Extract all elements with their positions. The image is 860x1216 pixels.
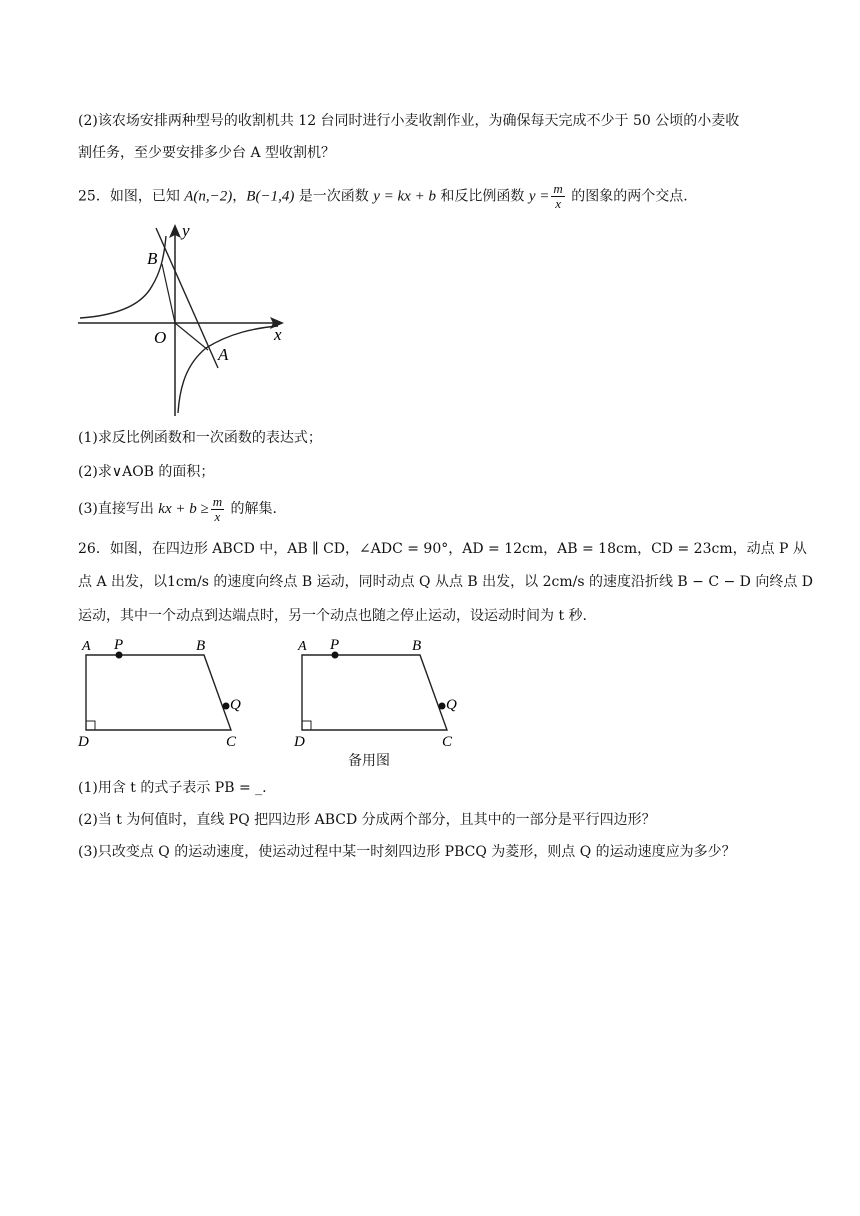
q25-sub2: (2)求∨AOB 的面积；: [78, 464, 215, 480]
q25-sub3-prefix: (3)直接写出: [78, 501, 159, 517]
label-o: O: [154, 328, 167, 347]
q25-sub3-frac-num: m: [212, 493, 223, 509]
q26-line3: 运动，其中一个动点到达端点时，另一个动点也随之停止运动，设运动时间为 t 秒.: [78, 608, 587, 624]
q25-stem-prefix: 25．如图，已知: [78, 188, 185, 205]
q26-sub2: (2)当 t 为何值时，直线 PQ 把四边形 ABCD 分成两个部分，且其中的一部分是平行四边形？: [78, 812, 656, 828]
linear-function-line: [156, 228, 218, 368]
q25-sub3-inequality: kx + b ≥: [158, 501, 209, 517]
q25-point-a: A(n,−2): [184, 188, 233, 205]
label-p: P: [330, 637, 340, 653]
q25-sub3-fraction: [211, 495, 224, 524]
q24-part2-line2: 割任务，至少要安排多少台 A 型收割机？: [78, 145, 336, 161]
label-q: Q: [446, 697, 457, 713]
q26-backup-figure: [292, 636, 472, 748]
q25-inverse-fraction: [551, 182, 564, 211]
right-angle-marker: [302, 721, 311, 730]
q25-stem-end: 的图象的两个交点.: [566, 188, 688, 205]
label-c: C: [442, 734, 453, 748]
label-q: Q: [230, 697, 241, 713]
label-b: B: [147, 249, 158, 268]
q25-function-graph: [70, 218, 300, 420]
label-a: A: [82, 639, 91, 654]
q25-stem: [78, 182, 688, 211]
label-d: D: [294, 734, 305, 748]
trapezoid-abcd: [302, 655, 447, 730]
q26-line2: 点 A 出发，以1cm/s 的速度向终点 B 运动，同时动点 Q 从点 B 出发，以 2cm/s 的速度沿折线 B − C − D 向终点 D: [78, 574, 814, 590]
q25-point-b: B(−1,4): [246, 188, 295, 205]
q25-stem-mid: 是一次函数: [294, 188, 374, 205]
q25-sub3-frac-den: x: [214, 508, 221, 524]
segment-oa: [175, 323, 208, 350]
q25-stem-mid2: 和反比例函数: [435, 188, 529, 205]
q25-frac-num: m: [553, 181, 563, 196]
label-a: A: [298, 639, 307, 654]
point-q-dot: [223, 703, 230, 710]
label-b: B: [412, 638, 422, 654]
right-angle-marker: [86, 721, 95, 730]
q26-trapezoid-figure: [76, 636, 256, 748]
q25-sub1: (1)求反比例函数和一次函数的表达式；: [78, 430, 322, 446]
backup-figure-caption: 备用图: [348, 753, 390, 769]
label-c: C: [226, 734, 237, 748]
q25-linear-function: y = kx + b: [373, 188, 436, 205]
q26-line1: 26．如图，在四边形 ABCD 中，AB ∥ CD，∠ADC = 90°，AD = 12cm，AB = 18cm，CD = 23cm，动点 P 从: [78, 541, 807, 557]
segment-ob: [162, 264, 175, 323]
trapezoid-abcd: [86, 655, 231, 730]
q25-inverse-lhs: y =: [528, 188, 550, 205]
q25-frac-den: x: [555, 196, 561, 211]
label-p: P: [114, 637, 124, 653]
label-y: y: [182, 221, 190, 240]
q25-sep: ，: [232, 188, 247, 205]
q26-sub3: (3)只改变点 Q 的运动速度，使运动过程中某一时刻四边形 PBCQ 为菱形，则点 Q 的运动速度应为多少？: [78, 844, 736, 860]
q25-sub3: [78, 494, 277, 524]
q25-sub3-suffix: 的解集.: [226, 501, 277, 517]
q26-sub1: (1)用含 t 的式子表示 PB = _.: [78, 780, 267, 796]
hyperbola-branch-right: [178, 326, 278, 413]
label-a: A: [218, 345, 229, 364]
label-d: D: [78, 734, 89, 748]
label-x: x: [274, 325, 282, 344]
point-q-dot: [439, 703, 446, 710]
label-b: B: [196, 638, 206, 654]
q24-part2-line1: (2)该农场安排两种型号的收割机共 12 台同时进行小麦收割作业，为确保每天完成不少于 50 公顷的小麦收: [78, 113, 740, 129]
